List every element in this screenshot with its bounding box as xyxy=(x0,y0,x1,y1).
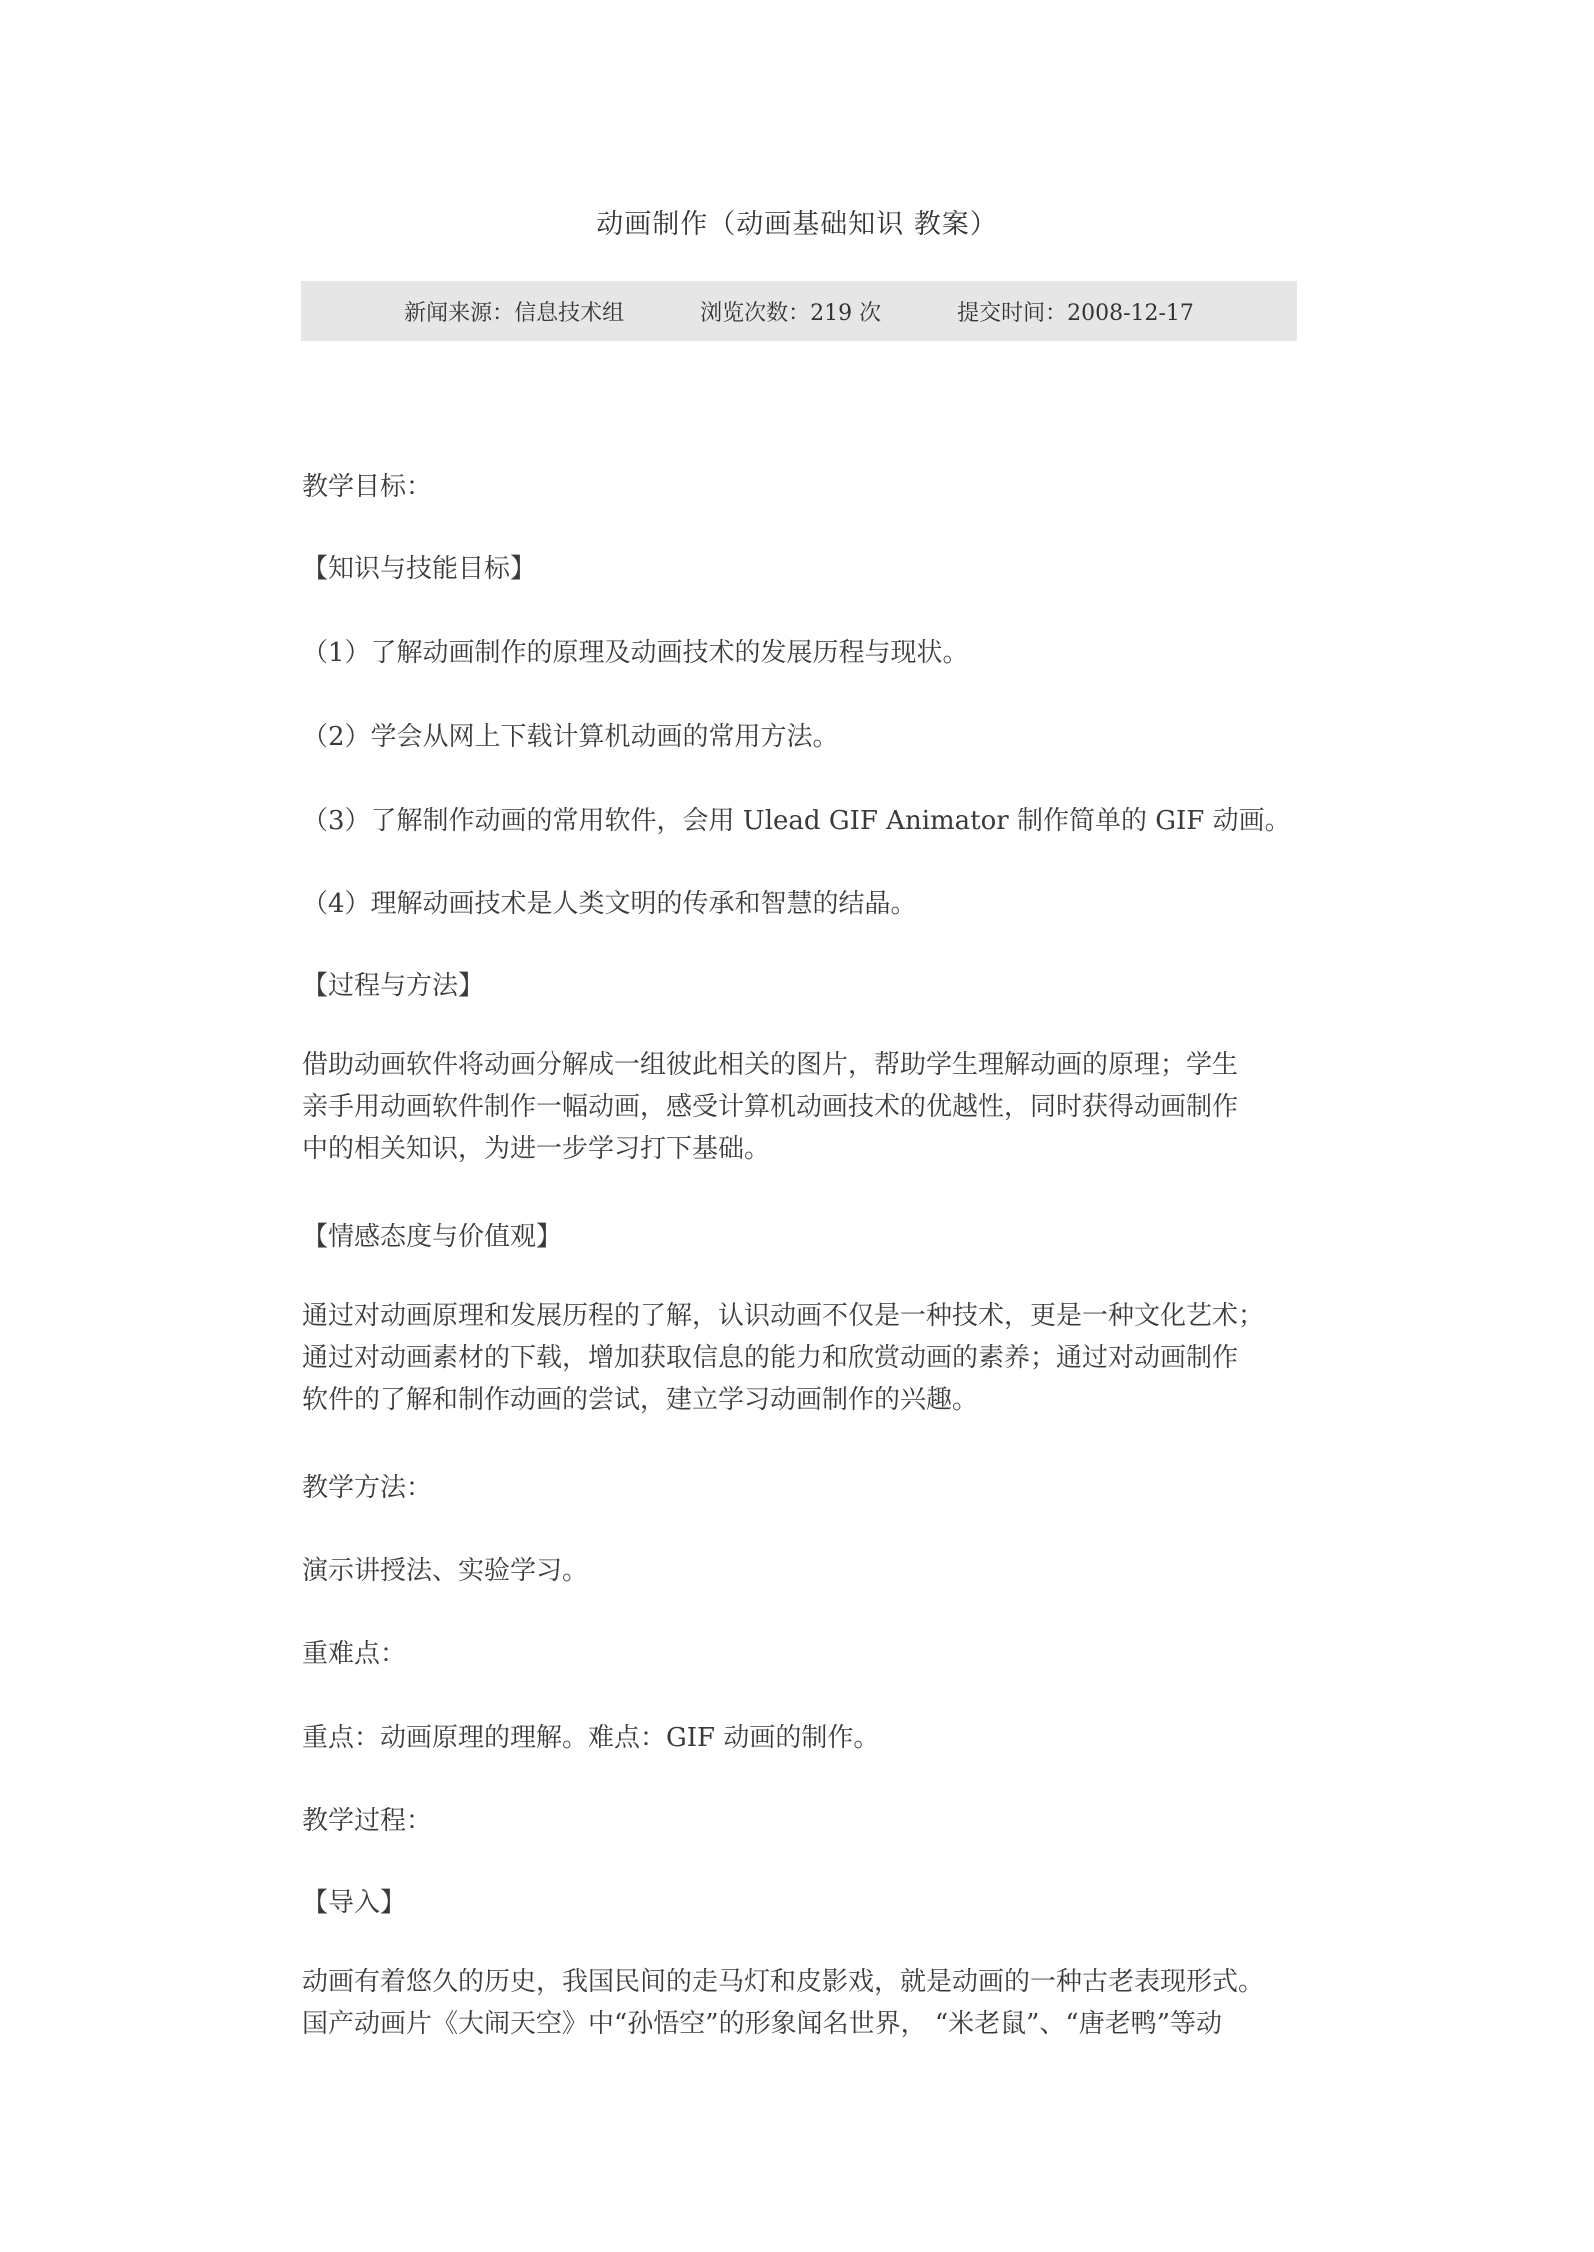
goal-item-2: （2）学会从网上下载计算机动画的常用方法。 xyxy=(302,722,839,752)
emotion-values-heading: 【情感态度与价值观】 xyxy=(302,1222,563,1252)
goal-item-1: （1）了解动画制作的原理及动画技术的发展历程与现状。 xyxy=(302,638,969,668)
teaching-method-text: 演示讲授法、实验学习。 xyxy=(302,1556,589,1586)
teaching-goals-heading: 教学目标： xyxy=(302,472,433,502)
paragraph-line: 动画有着悠久的历史，我国民间的走马灯和皮影戏，就是动画的一种古老表现形式。 xyxy=(302,1967,1265,1997)
intro-paragraph xyxy=(302,1961,1302,2045)
page-title: 动画制作（动画基础知识 教案） xyxy=(596,209,998,240)
key-points-heading: 重难点： xyxy=(302,1639,407,1669)
knowledge-skills-heading: 【知识与技能目标】 xyxy=(302,554,537,584)
view-count: 浏览次数：219 次 xyxy=(700,300,882,326)
emotion-values-paragraph xyxy=(302,1295,1302,1421)
key-points-text: 重点：动画原理的理解。难点：GIF 动画的制作。 xyxy=(302,1723,880,1753)
paragraph-line: 国产动画片《大闹天空》中“孙悟空”的形象闻名世界， “米老鼠”、“唐老鸭”等动 xyxy=(302,2009,1223,2039)
paragraph-line: 借助动画软件将动画分解成一组彼此相关的图片，帮助学生理解动画的原理；学生 xyxy=(302,1050,1239,1080)
news-source: 新闻来源：信息技术组 xyxy=(404,300,625,326)
teaching-method-heading: 教学方法： xyxy=(302,1473,433,1503)
paragraph-line: 通过对动画原理和发展历程的了解，认识动画不仅是一种技术，更是一种文化艺术； xyxy=(302,1301,1265,1331)
paragraph-line: 通过对动画素材的下载，增加获取信息的能力和欣赏动画的素养；通过对动画制作 xyxy=(302,1343,1239,1373)
paragraph-line: 亲手用动画软件制作一幅动画，感受计算机动画技术的优越性，同时获得动画制作 xyxy=(302,1092,1239,1122)
intro-heading: 【导入】 xyxy=(302,1888,407,1918)
paragraph-line: 软件的了解和制作动画的尝试，建立学习动画制作的兴趣。 xyxy=(302,1385,979,1415)
submit-time: 提交时间：2008-12-17 xyxy=(957,300,1194,326)
process-method-heading: 【过程与方法】 xyxy=(302,971,485,1001)
paragraph-line: 中的相关知识，为进一步学习打下基础。 xyxy=(302,1134,771,1164)
goal-item-4: （4）理解动画技术是人类文明的传承和智慧的结晶。 xyxy=(302,889,917,919)
process-method-paragraph xyxy=(302,1044,1302,1170)
article-meta-bar xyxy=(301,281,1297,341)
teaching-process-heading: 教学过程： xyxy=(302,1806,433,1836)
goal-item-3: （3）了解制作动画的常用软件，会用 Ulead GIF Animator 制作简单的 GIF 动画。 xyxy=(302,806,1291,836)
